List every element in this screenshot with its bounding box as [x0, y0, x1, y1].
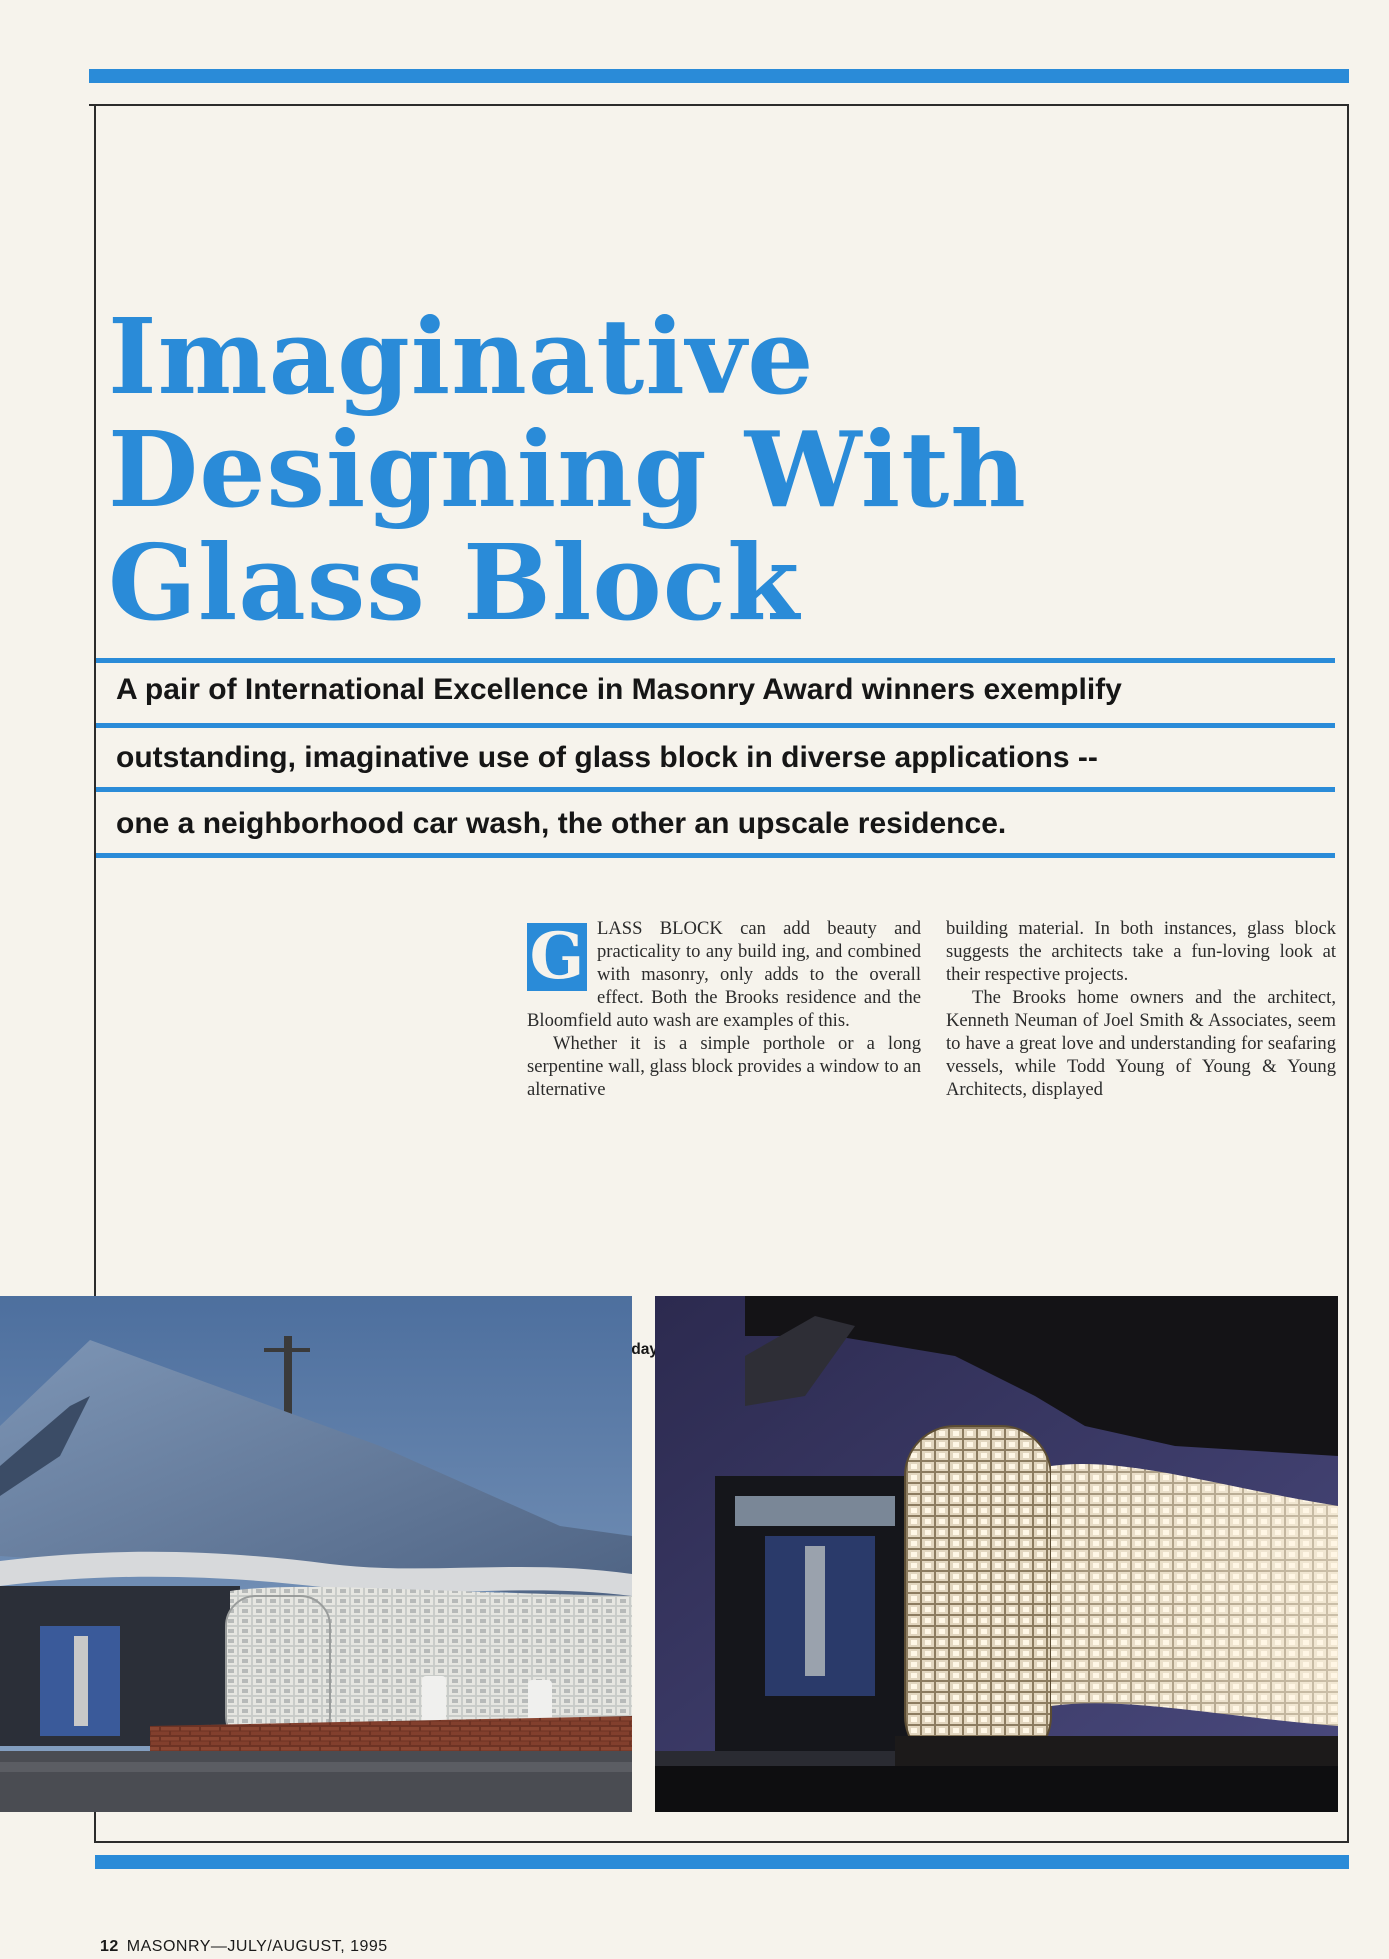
frame-top-line	[89, 104, 1349, 106]
body-paragraph: LASS BLOCK can add beauty and practicality to any build ing, and combined with masonry, only adds to the overall effect. Both the Brooks residence and the Bloomfield auto wash are examples of this.	[527, 918, 921, 1031]
body-column-2	[946, 917, 1336, 1101]
body-paragraph: Whether it is a simple porthole or a long serpentine wall, glass block provides a window to an alternative	[527, 1033, 921, 1100]
publication-line: MASONRY—JULY/AUGUST, 1995	[126, 1938, 388, 1955]
deck-line-3: one a neighborhood car wash, the other an upscale residence.	[116, 807, 1007, 840]
deck-rule-3	[96, 787, 1335, 792]
frame-right-line	[1347, 104, 1349, 1843]
drop-cap: G	[527, 923, 587, 991]
photo-car-wash-day	[0, 1296, 632, 1812]
headline-line-2: Designing With	[108, 408, 1027, 531]
bottom-accent-bar	[95, 1855, 1349, 1869]
body-paragraph: The Brooks home owners and the architect, Kenneth Neuman of Joel Smith & Associates, seem to have a great love and understanding for seafaring vessels, while Todd Young of Young & Young Architects, displayed	[946, 987, 1336, 1100]
car-wash-night-image	[655, 1296, 1338, 1812]
deck-rule-1	[96, 658, 1335, 663]
page-number: 12	[100, 1938, 119, 1955]
top-accent-bar	[89, 69, 1349, 83]
car-wash-day-image	[0, 1296, 632, 1812]
headline-line-3: Glass Block	[108, 521, 801, 644]
page-footer	[100, 1938, 388, 1956]
deck-line-1: A pair of International Excellence in Masonry Award winners exemplify	[116, 673, 1122, 706]
photo-caption: day	[631, 1341, 659, 1358]
body-paragraph: building material. In both instances, glass block suggests the architects take a fun-loving look at their respective projects.	[946, 918, 1336, 985]
body-column-1	[527, 917, 921, 1101]
headline-line-1: Imaginative	[108, 295, 815, 418]
deck-rule-2	[96, 723, 1335, 728]
article-headline	[108, 295, 1208, 644]
frame-bottom-line	[94, 1841, 1349, 1843]
photo-car-wash-night	[655, 1296, 1338, 1812]
deck-line-2: outstanding, imaginative use of glass block in diverse applications --	[116, 741, 1098, 774]
deck-rule-4	[96, 853, 1335, 858]
